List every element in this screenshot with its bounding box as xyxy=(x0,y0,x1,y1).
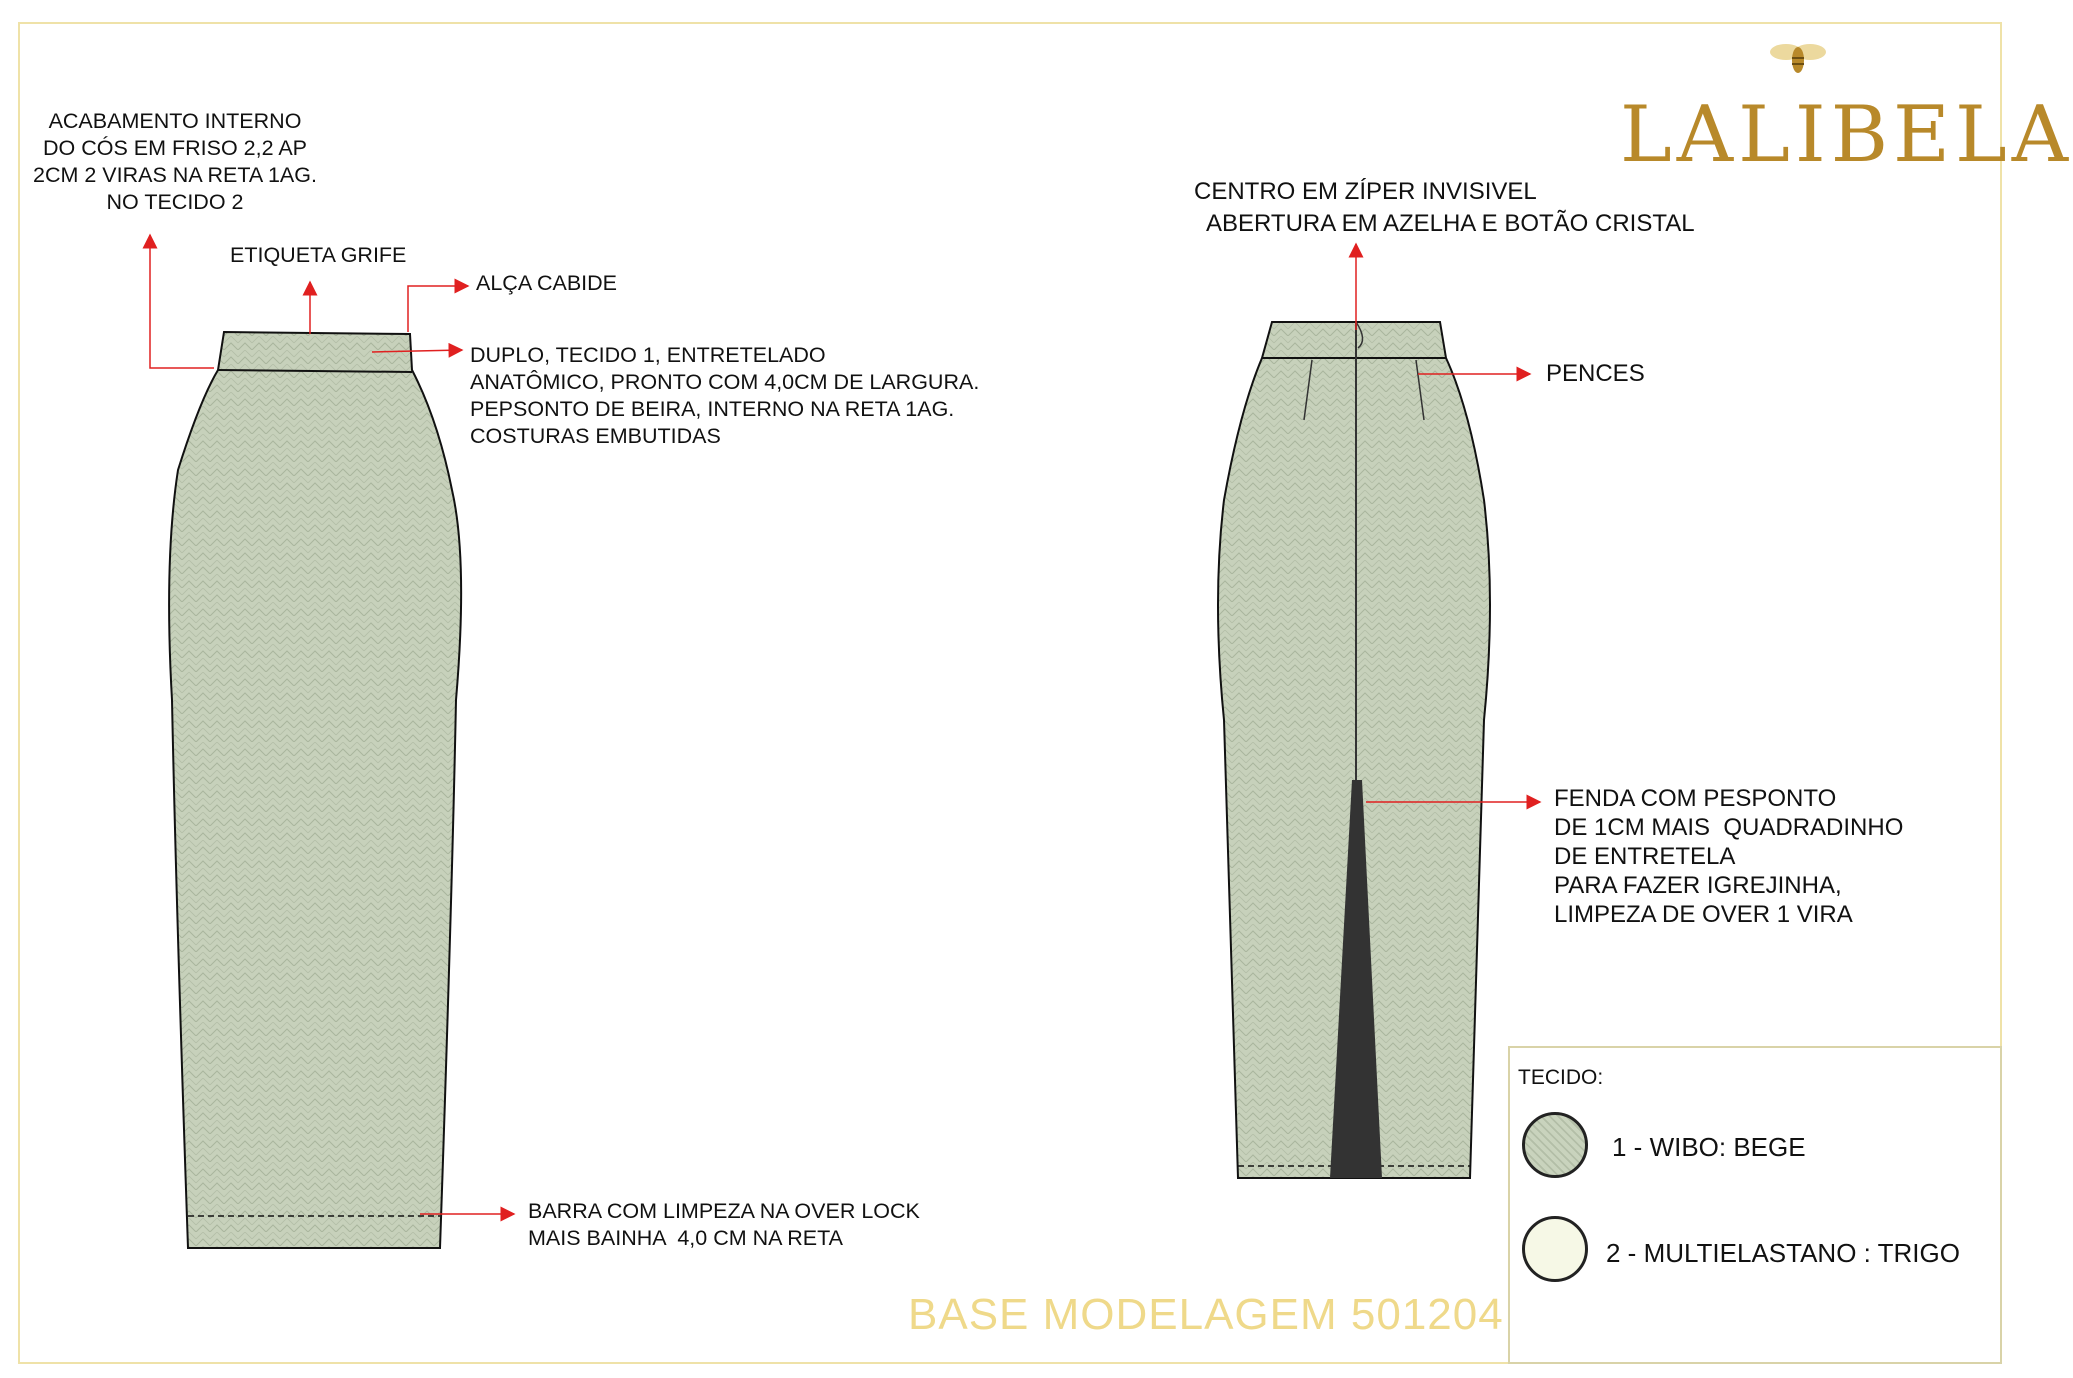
page-title: BASE MODELAGEM 501204 xyxy=(908,1290,1504,1339)
back-skirt xyxy=(1218,322,1490,1178)
annotation-etiqueta: ETIQUETA GRIFE xyxy=(230,243,407,267)
fabric-legend xyxy=(1508,1046,2002,1364)
annotation-fenda: FENDA COM PESPONTO DE 1CM MAIS QUADRADINHO DE ENTRETELA PARA FAZER IGREJINHA, LIMPEZA DE OVER 1 VIRA xyxy=(1554,785,1904,928)
legend-title: TECIDO: xyxy=(1518,1066,1604,1089)
annotation-centro: CENTRO EM ZÍPER INVISIVEL ABERTURA EM AZELHA E BOTÃO CRISTAL xyxy=(1194,178,1695,237)
annotation-alca: ALÇA CABIDE xyxy=(476,271,617,295)
legend-label-2: 2 - MULTIELASTANO : TRIGO xyxy=(1606,1238,1960,1268)
legend-label-1: 1 - WIBO: BEGE xyxy=(1612,1132,1806,1162)
annotation-acabamento: ACABAMENTO INTERNO DO CÓS EM FRISO 2,2 AP 2CM 2 VIRAS NA RETA 1AG. NO TECIDO 2 xyxy=(33,109,317,214)
annotation-pences: PENCES xyxy=(1546,360,1645,387)
brand-logo: LALIBELA xyxy=(1620,90,2073,180)
legend-swatch-1 xyxy=(1522,1112,1588,1178)
annotation-cos: DUPLO, TECIDO 1, ENTRETELADO ANATÔMICO, PRONTO COM 4,0CM DE LARGURA. PEPSONTO DE BEIRA, INTERNO NA RETA 1AG. COSTURAS EMBUTIDAS xyxy=(470,343,980,448)
legend-swatch-2 xyxy=(1522,1216,1588,1282)
annotation-barra: BARRA COM LIMPEZA NA OVER LOCK MAIS BAINHA 4,0 CM NA RETA xyxy=(528,1199,920,1250)
front-skirt xyxy=(169,332,461,1248)
